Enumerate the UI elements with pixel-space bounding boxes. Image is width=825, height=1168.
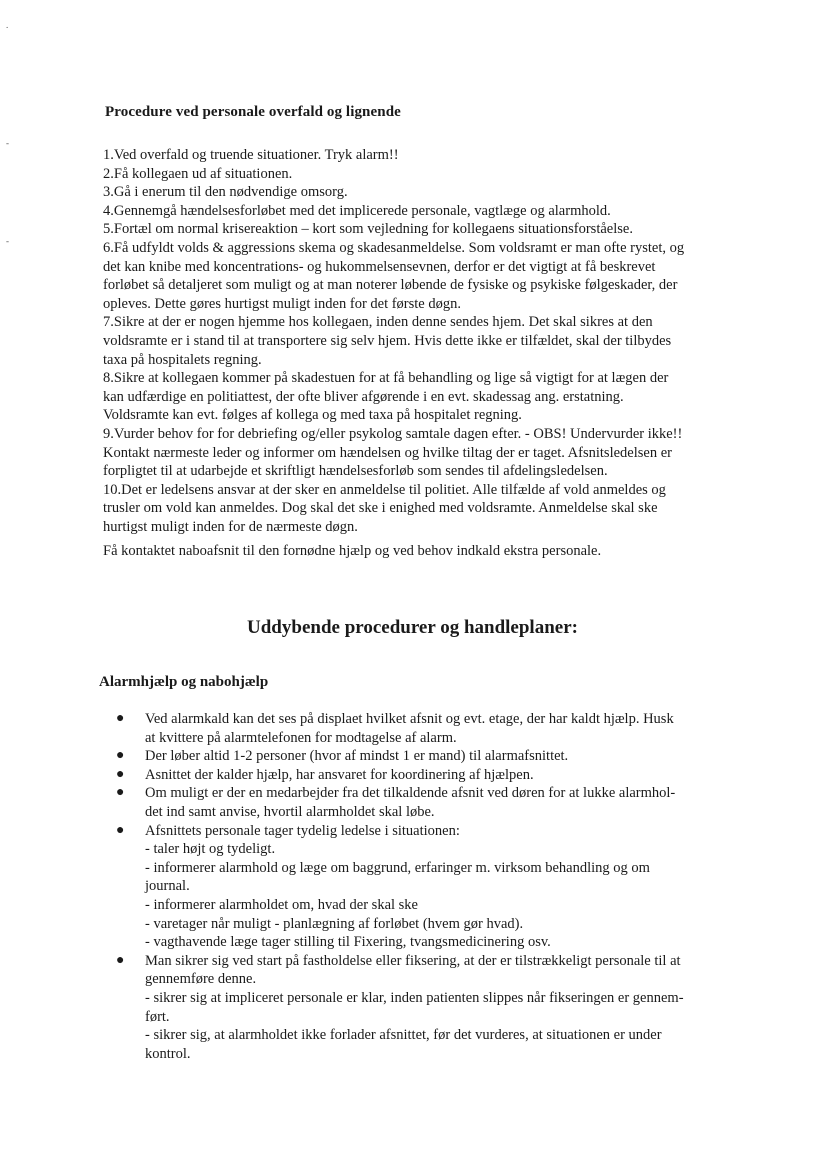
closing-paragraph: Få kontaktet naboafsnit til den fornødne hjælp og ved behov indkald ekstra personale. [103, 543, 602, 559]
list-item-line: - sikrer sig at impliceret personale er klar, inden patienten slippes når fikseringen er gennem- [145, 989, 684, 1006]
subsection-heading: Alarmhjælp og nabohjælp [99, 674, 269, 690]
procedure-line: opleves. Dette gøres hurtigst muligt inden for det første døgn. [103, 295, 461, 312]
section-heading: Uddybende procedurer og handleplaner: [247, 617, 578, 638]
bullet-list [116, 710, 766, 1063]
list-item-line: ført. [145, 1008, 170, 1025]
procedure-line: trusler om vold kan anmeldes. Dog skal det ske i enighed med voldsramte. Anmeldelse skal ske [103, 500, 658, 517]
procedure-line: 4.Gennemgå hændelsesforløbet med det implicerede personale, vagtlæge og alarmhold. [103, 202, 611, 219]
list-item-line: - varetager når muligt - planlægning af forløbet (hvem gør hvad). [145, 915, 524, 932]
list-item-line: kontrol. [145, 1045, 191, 1062]
list-item-line: - informerer alarmholdet om, hvad der skal ske [145, 896, 418, 913]
list-item-line: - informerer alarmhold og læge om baggrund, erfaringer m. virksom behandling og om [145, 859, 650, 876]
list-item-line: gennemføre denne. [145, 971, 257, 988]
margin-mark: . [6, 20, 9, 30]
bullet-dot-icon: ● [116, 785, 125, 801]
procedure-line: 9.Vurder behov for for debriefing og/eller psykolog samtale dagen efter. - OBS! Undervurder ikke!! [103, 425, 683, 442]
bullet-dot-icon: ● [116, 766, 125, 782]
procedure-line: voldsramte er i stand til at transportere sig selv hjem. Hvis dette ikke er tilfældet, skal der tilbydes [103, 332, 672, 349]
list-item [116, 710, 766, 747]
procedure-line: forpligtet til at udarbejde et skriftligt hændelsesforløb som sendes til afdelingsledelsen. [103, 463, 608, 480]
procedure-line: 1.Ved overfald og truende situationer. Tryk alarm!! [103, 147, 399, 163]
list-item [116, 784, 766, 821]
list-item-line: Ved alarmkald kan det ses på displaet hvilket afsnit og evt. etage, der har kaldt hjælp. Husk [145, 711, 674, 727]
procedure-line: 5.Fortæl om normal krisereaktion – kort som vejledning for kollegaens situationsforståelse. [103, 221, 633, 238]
bullet-dot-icon: ● [116, 952, 125, 968]
list-item [116, 747, 766, 766]
list-item-line: Asnittet der kalder hjælp, har ansvaret for koordinering af hjælpen. [145, 766, 534, 783]
margin-mark: - [6, 138, 9, 148]
procedure-line: forløbet så detaljeret som muligt og at man noterer løbende de fysiske og psykiske følgeskader, der [103, 277, 678, 294]
procedure-line: Kontakt nærmeste leder og informer om hændelsen og hvilke tiltag der er taget. Afsnitsledelsen er [103, 444, 672, 461]
list-item-line: det ind samt anvise, hvortil alarmholdet skal løbe. [145, 803, 435, 820]
procedure-line: 7.Sikre at der er nogen hjemme hos kollegaen, inden denne sendes hjem. Det skal sikres at den [103, 314, 653, 331]
list-item [116, 822, 766, 952]
procedure-line: 6.Få udfyldt volds & aggressions skema og skadesanmeldelse. Som voldsramt er man ofte rystet, og [103, 239, 685, 256]
list-item-line: journal. [145, 878, 190, 895]
bullet-dot-icon: ● [116, 822, 125, 838]
bullet-dot-icon: ● [116, 711, 125, 726]
list-item-line: Afsnittets personale tager tydelig ledelse i situationen: [145, 822, 460, 839]
list-item-line: at kvittere på alarmtelefonen for modtagelse af alarm. [145, 729, 457, 746]
margin-mark: - [6, 236, 9, 246]
procedure-line: 8.Sikre at kollegaen kommer på skadestuen for at få behandling og lige så vigtigt for at lægen der [103, 370, 669, 387]
procedure-line: 2.Få kollegaen ud af situationen. [103, 165, 293, 182]
procedure-line: 3.Gå i enerum til den nødvendige omsorg. [103, 184, 348, 201]
list-item-line: - taler højt og tydeligt. [145, 841, 276, 858]
procedure-line: Voldsramte kan evt. følges af kollega og med taxa på hospitalet regning. [103, 407, 522, 424]
list-item-line: - sikrer sig, at alarmholdet ikke forlader afsnittet, før det vurderes, at situationen er under [145, 1027, 662, 1044]
bullet-dot-icon: ● [116, 748, 125, 764]
procedure-line: det kan knibe med koncentrations- og hukommelsensevnen, derfor er det vigtigt at få beskrevet [103, 258, 656, 275]
list-item-line: - vagthavende læge tager stilling til Fixering, tvangsmedicinering osv. [145, 934, 551, 951]
list-item-line: Man sikrer sig ved start på fastholdelse eller fiksering, at der er tilstrækkeligt personale til at [145, 952, 681, 969]
procedure-line: hurtigst muligt inden for de nærmeste døgn. [103, 518, 358, 535]
numbered-procedure-list [103, 146, 743, 536]
list-item [116, 766, 766, 785]
list-item-line: Om muligt er der en medarbejder fra det tilkaldende afsnit ved døren for at lukke alarmhol- [145, 785, 676, 802]
list-item-line: Der løber altid 1-2 personer (hvor af mindst 1 er mand) til alarmafsnittet. [145, 748, 569, 765]
list-item [116, 952, 766, 1064]
procedure-line: taxa på hospitalets regning. [103, 351, 262, 368]
procedure-line: kan udfærdige en politiattest, der ofte bliver afgørende i en evt. skadessag ang. erstatning. [103, 388, 624, 405]
procedure-line: 10.Det er ledelsens ansvar at der sker en anmeldelse til politiet. Alle tilfælde af vold anmeldes og [103, 481, 666, 498]
document-title: Procedure ved personale overfald og lignende [105, 104, 401, 120]
